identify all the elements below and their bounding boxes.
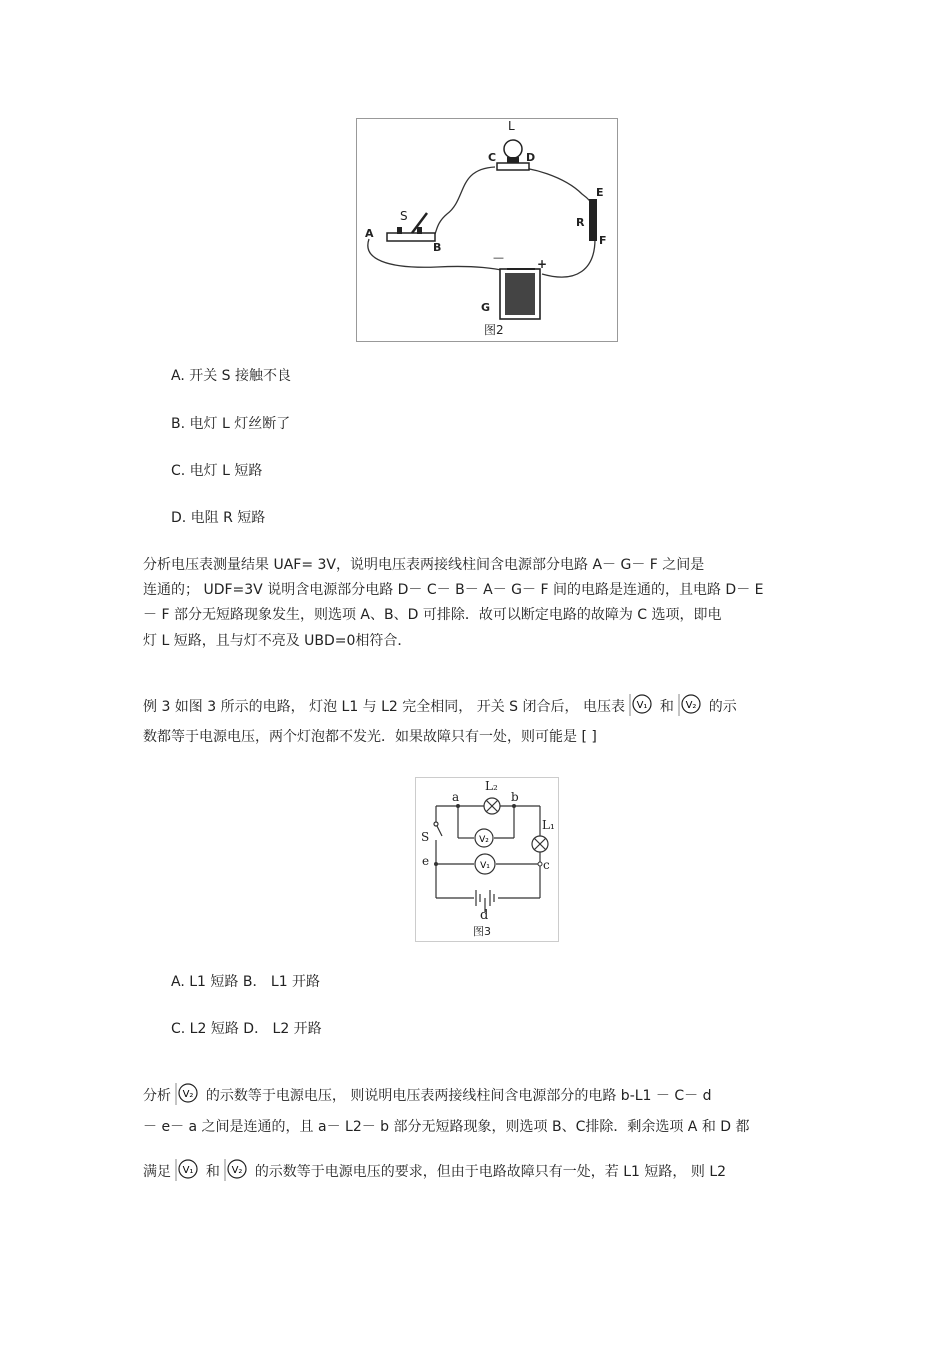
analysis-1-line-1: 分析电压表测量结果 UAF= 3V，说明电压表两接线柱间含电源部分电路 A－ G－ F 之间是: [143, 557, 705, 573]
meter-v2-label: V₂: [685, 700, 697, 711]
analysis-2-and: 和: [205, 1164, 220, 1180]
q3-options-line-1: A. L1 短路 B． L1 开路: [171, 974, 321, 990]
meter-v1-label: V₁: [183, 1165, 194, 1176]
voltmeter-v1-icon: [629, 693, 655, 717]
fig3-v2: V₂: [479, 835, 489, 845]
meter-v2-label: V₂: [183, 1089, 194, 1100]
analysis-1-line-3: － F 部分无短路现象发生，则选项 A、B、D 可排除．故可以断定电路的故障为 C 选项，即电: [143, 607, 722, 623]
voltmeter-v2-icon: [175, 1082, 201, 1106]
option-c: C. 电灯 L 短路: [171, 463, 263, 479]
figure-3: [415, 777, 559, 942]
voltmeter-v1-icon: [175, 1158, 201, 1182]
fig3-label-e: e: [422, 854, 430, 868]
label-B: B: [433, 241, 442, 254]
example-3-line-2: 数都等于电源电压，两个灯泡都不发光．如果故障只有一处，则可能是 [ ]: [143, 729, 597, 745]
figure-2: [356, 118, 618, 342]
voltmeter-v2-icon: [678, 693, 704, 717]
option-d: D. 电阻 R 短路: [171, 510, 266, 526]
fig3-label-S: S: [421, 830, 430, 844]
analysis-2-line-3: [143, 1158, 726, 1182]
analysis-2-text-a: 分析: [143, 1088, 171, 1104]
analysis-1-line-2: 连通的； UDF=3V 说明含电源部分电路 D－ C－ B－ A－ G－ F 间的电路是连通的，且电路 D－ E: [143, 582, 764, 598]
label-C: C: [488, 151, 497, 164]
fig3-label-b: b: [511, 790, 519, 804]
figure-2-caption: 图2: [484, 323, 504, 337]
label-D: D: [526, 151, 536, 164]
fig3-label-a: a: [452, 790, 460, 804]
fig3-v1: V₁: [480, 861, 490, 871]
analysis-2-text-c: 满足: [143, 1164, 171, 1180]
meter-v1-label: V₁: [636, 700, 648, 711]
example-3-line-1: [143, 693, 737, 717]
label-F: F: [599, 234, 607, 247]
label-R: R: [576, 216, 585, 229]
label-minus: —: [493, 251, 504, 264]
label-G: G: [481, 301, 491, 314]
label-S: S: [400, 209, 408, 223]
voltmeter-v2-icon: [224, 1158, 250, 1182]
example-3-text-a: 例 3 如图 3 所示的电路， 灯泡 L1 与 L2 完全相同， 开关 S 闭合后， 电压表: [143, 699, 625, 715]
figure-3-caption: 图3: [473, 925, 491, 938]
option-a: A. 开关 S 接触不良: [171, 368, 292, 384]
label-plus: +: [537, 257, 548, 271]
analysis-2-text-b: 的示数等于电源电压， 则说明电压表两接线柱间含电源部分的电路 b-L1 － C－ d: [205, 1088, 712, 1104]
analysis-2-line-2: － e－ a 之间是连通的，且 a－ L2－ b 部分无短路现象，则选项 B、C排除．剩余选项 A 和 D 都: [143, 1119, 750, 1135]
label-E: E: [596, 186, 604, 199]
analysis-1-line-4: 灯 L 短路，且与灯不亮及 UBD=0相符合．: [143, 633, 412, 649]
example-3-text-b: 的示: [708, 699, 737, 715]
analysis-2-text-d: 的示数等于电源电压的要求，但由于电路故障只有一处，若 L1 短路， 则 L2: [254, 1164, 727, 1180]
q3-options-line-2: C. L2 短路 D． L2 开路: [171, 1021, 322, 1037]
meter-v2-label: V₂: [231, 1165, 243, 1176]
example-3-and: 和: [659, 699, 674, 715]
option-b: B. 电灯 L 灯丝断了: [171, 416, 291, 432]
analysis-2-line-1: [143, 1082, 711, 1106]
fig3-label-L1: L₁: [542, 818, 555, 832]
label-L: L: [508, 119, 515, 133]
fig3-label-d: d: [480, 908, 489, 923]
fig3-label-L2: L₂: [485, 779, 498, 793]
fig3-label-c: c: [543, 858, 550, 872]
label-A: A: [365, 227, 374, 240]
